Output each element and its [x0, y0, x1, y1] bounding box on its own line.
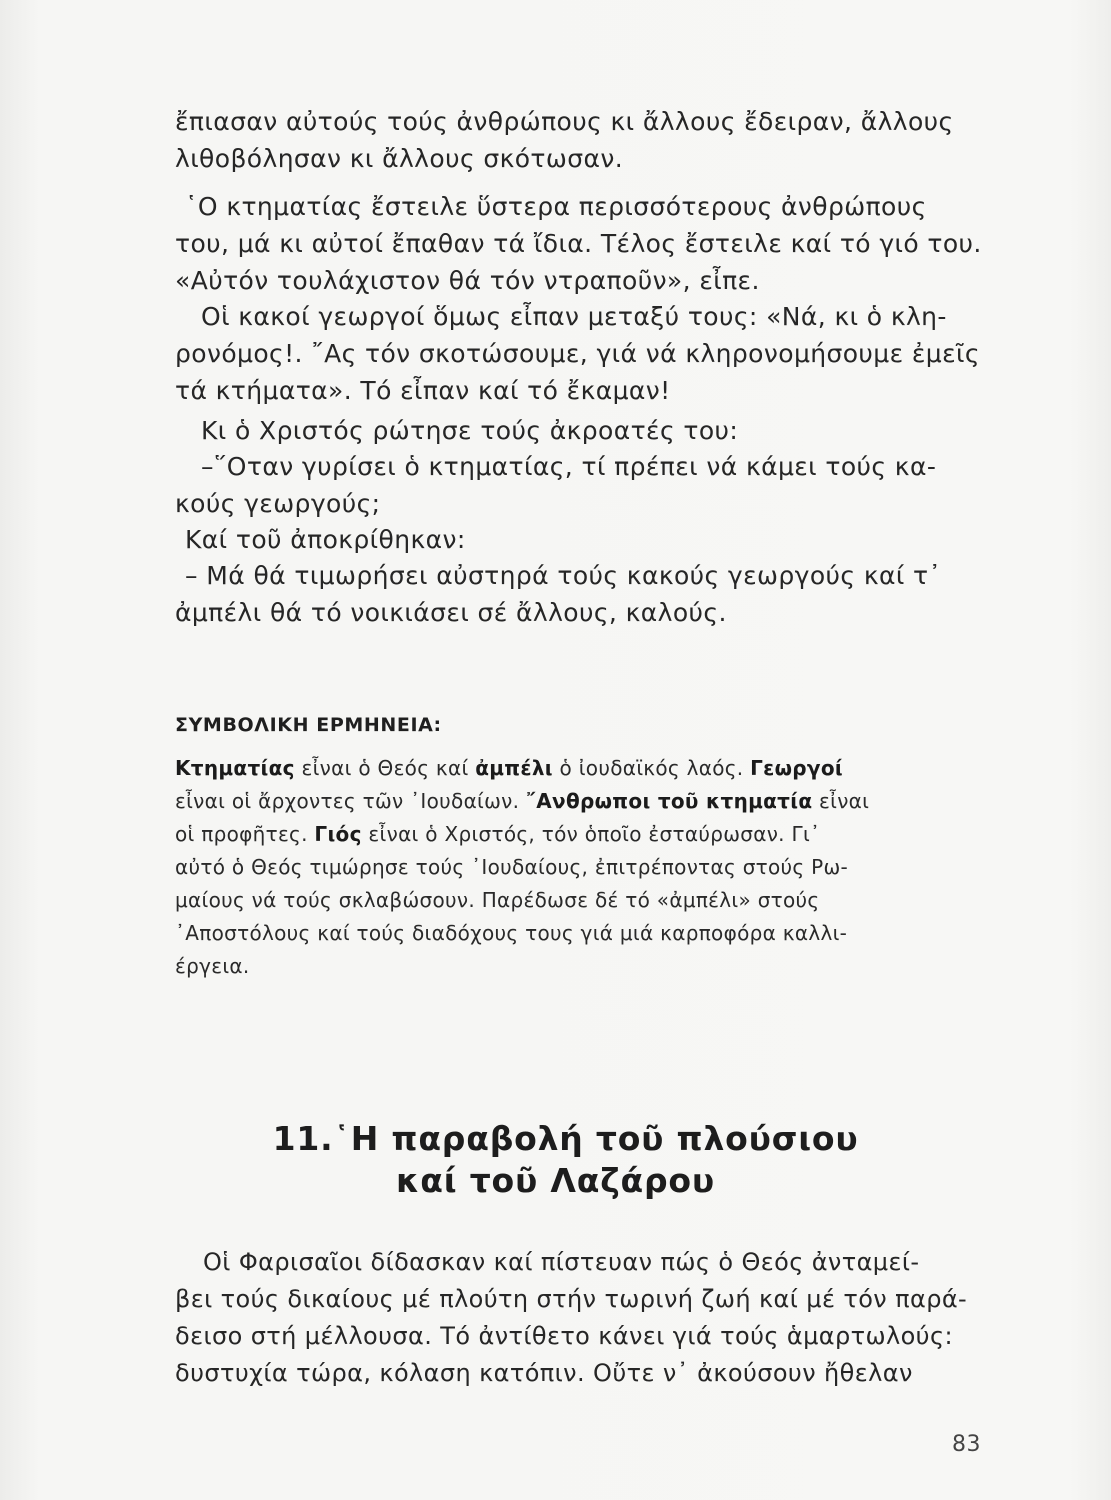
text-line: κούς γεωργούς; [175, 489, 381, 518]
text-line: δεισο στή μέλλουσα. Τό ἀντίθετο κάνει γιά τούς ἁμαρτωλούς: [175, 1322, 953, 1350]
bold-term: Γεωργοί [750, 756, 843, 780]
text-line: τά κτήματα». Τό εἶπαν καί τό ἔκαμαν! [175, 376, 671, 405]
text-run: οἱ προφῆτες. [175, 822, 315, 846]
text-line: ρονόμος!. ῎Ας τόν σκοτώσουμε, γιά νά κληρονομήσουμε ἐμεῖς [175, 339, 980, 368]
paragraph-closing [175, 1244, 967, 1392]
text-run: εἶναι ὁ Χριστός, τόν ὁποῖο ἐσταύρωσαν. Γι᾿ [361, 822, 821, 846]
chapter-title [0, 1118, 1111, 1202]
chapter-title-line-1: 11.῾Η παραβολή τοῦ πλούσιου [272, 1119, 859, 1158]
paragraph-5 [175, 448, 936, 522]
text-line: λιθοβόλησαν κι ἄλλους σκότωσαν. [175, 144, 624, 173]
symbolic-line [175, 818, 869, 851]
symbolic-line [175, 785, 869, 818]
text-line: –῞Οταν γυρίσει ὁ κτηματίας, τί πρέπει νά κάμει τούς κα- [201, 452, 937, 481]
symbolic-line: αὐτό ὁ Θεός τιμώρησε τούς ᾿Ιουδαίους, ἐπιτρέποντας στούς Ρω- [175, 855, 849, 879]
symbolic-line: έργεια. [175, 954, 250, 978]
bold-term: ῎Ανθρωποι τοῦ κτηματία [525, 789, 813, 813]
chapter-title-line-2: καί τοῦ Λαζάρου [396, 1161, 715, 1200]
text-line: ῾Ο κτηματίας ἔστειλε ὕστερα περισσότερους ἀνθρώπους [185, 192, 927, 221]
text-run: ὁ ἰουδαϊκός λαός. [552, 756, 751, 780]
paragraph-6 [175, 521, 466, 558]
bold-term: ἀμπέλι [475, 756, 553, 780]
text-run: εἶναι οἱ ἄρχοντες τῶν ᾿Ιουδαίων. [175, 789, 526, 813]
text-run: εἶναι ὁ Θεός καί [294, 756, 476, 780]
text-line: δυστυχία τώρα, κόλαση κατόπιν. Οὔτε ν᾿ ἀκούσουν ἤθελαν [175, 1359, 913, 1387]
text-line: Κι ὁ Χριστός ρώτησε τούς ἀκροατές του: [201, 416, 739, 445]
paragraph-7 [175, 557, 941, 631]
symbolic-line: ᾿Αποστόλους καί τούς διαδόχους τους γιά μιά καρποφόρα καλλι- [175, 921, 848, 945]
text-line: ἔπιασαν αὐτούς τούς ἀνθρώπους κι ἄλλους ἔδειραν, ἄλλους [175, 107, 954, 136]
text-line: – Μά θά τιμωρήσει αὐστηρά τούς κακούς γεωργούς καί τ᾿ [185, 561, 942, 590]
text-line: Οἱ κακοί γεωργοί ὅμως εἶπαν μεταξύ τους: «Νά, κι ὁ κλη- [201, 302, 947, 331]
paragraph-4 [175, 412, 738, 449]
paragraph-2 [175, 188, 982, 299]
symbolic-line: μαίους νά τούς σκλαβώσουν. Παρέδωσε δέ τό «ἀμπέλι» στούς [175, 888, 820, 912]
bold-term: Κτηματίας [175, 756, 295, 780]
bold-term: Γιός [314, 822, 362, 846]
text-line: Καί τοῦ ἀποκρίθηκαν: [185, 525, 466, 554]
text-line: Οἱ Φαρισαῖοι δίδασκαν καί πίστευαν πώς ὁ Θεός ἀνταμεί- [203, 1248, 920, 1276]
text-line: ἀμπέλι θά τό νοικιάσει σέ ἄλλους, καλούς. [175, 598, 727, 627]
text-line: του, μά κι αὐτοί ἔπαθαν τά ἴδια. Τέλος ἔστειλε καί τό γιό του. [175, 229, 982, 258]
paragraph-1 [175, 103, 954, 177]
symbolic-heading: ΣΥΜΒΟΛΙΚΗ ΕΡΜΗΝΕΙΑ: [175, 714, 442, 736]
text-line: βει τούς δικαίους μέ πλούτη στήν τωρινή ζωή καί μέ τόν παρά- [175, 1285, 968, 1313]
text-line: «Αὐτόν τουλάχιστον θά τόν ντραποῦν», εἶπε. [175, 266, 760, 295]
page-number: 83 [952, 1432, 981, 1457]
text-run: εἶναι [812, 789, 870, 813]
paragraph-3 [175, 298, 980, 409]
symbolic-line [175, 752, 869, 785]
symbolic-interpretation [175, 752, 869, 983]
